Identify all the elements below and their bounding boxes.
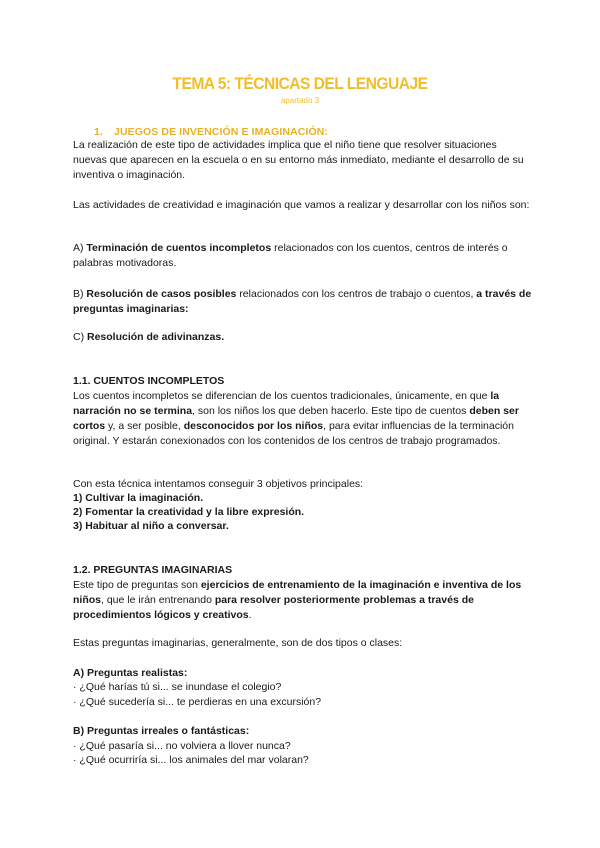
emphasis-run: deben ser cortos bbox=[73, 405, 519, 432]
question-item: · ¿Qué harías tú si... se inundase el colegio? bbox=[73, 681, 282, 693]
text-run: , que le irán entrenando bbox=[101, 594, 215, 606]
objectives-lead: Con esta técnica intentamos conseguir 3 objetivos principales: bbox=[73, 478, 364, 490]
question-item: · ¿Qué pasaría si... no volviera a llover nunca? bbox=[73, 740, 291, 752]
activity-b-title: Resolución de casos posibles bbox=[86, 288, 237, 300]
activity-c bbox=[73, 330, 533, 345]
activity-b-prefix: B) bbox=[73, 288, 87, 300]
text-run: Este tipo de preguntas son bbox=[73, 579, 201, 591]
realistic-questions-heading: A) Preguntas realistas: bbox=[73, 667, 188, 679]
emphasis-run: desconocidos por los niños bbox=[183, 420, 324, 432]
activity-b-text: relacionados con los centros de trabajo o cuentos, bbox=[236, 288, 477, 300]
emphasis-run: para resolver posteriormente problemas a través de procedimientos lógicos y creativos bbox=[73, 594, 474, 621]
section-1-number: 1. bbox=[94, 126, 103, 138]
section-1-2-heading: 1.2. PREGUNTAS IMAGINARIAS bbox=[73, 564, 233, 576]
activity-a-prefix: A) bbox=[73, 242, 87, 254]
section-1-heading bbox=[94, 125, 328, 139]
section-1-heading-text: JUEGOS DE INVENCIÓN E IMAGINACIÓN: bbox=[114, 126, 329, 138]
activity-b-emphasis: a través de preguntas imaginarias: bbox=[73, 288, 532, 315]
document-subtitle: apartado 3 bbox=[280, 96, 320, 105]
objective-item: 3) Habituar al niño a conversar. bbox=[73, 520, 229, 532]
activity-a bbox=[73, 241, 533, 271]
text-run: , son los niños los que deben hacerlo. Este tipo de cuentos bbox=[192, 405, 470, 417]
emphasis-run: ejercicios de entrenamiento de la imaginación e inventiva de los niños bbox=[73, 579, 522, 606]
text-run: Los cuentos incompletos se diferencian de los cuentos tradicionales, únicamente, en que bbox=[73, 390, 491, 402]
section-1-lead: Las actividades de creatividad e imaginación que vamos a realizar y desarrollar con los niños son: bbox=[73, 199, 530, 211]
activity-c-prefix: C) bbox=[73, 331, 87, 343]
question-item: · ¿Qué sucedería si... te perdieras en una excursión? bbox=[73, 696, 322, 708]
objective-item: 1) Cultivar la imaginación. bbox=[73, 492, 204, 504]
text-run: . bbox=[248, 609, 252, 621]
section-1-1-paragraph bbox=[73, 389, 533, 449]
activity-b bbox=[73, 287, 533, 317]
activity-c-title: Resolución de adivinanzas. bbox=[87, 331, 225, 343]
activity-a-text: relacionados con los cuentos, centros de interés o palabras motivadoras. bbox=[73, 242, 508, 269]
emphasis-run: la narración no se termina bbox=[73, 390, 500, 417]
question-item: · ¿Qué ocurriría si... los animales del mar volaran? bbox=[73, 754, 309, 766]
question-types-lead: Estas preguntas imaginarias, generalmente, son de dos tipos o clases: bbox=[73, 637, 403, 649]
document-title: TEMA 5: TÉCNICAS DEL LENGUAJE bbox=[172, 74, 428, 93]
text-run: , para evitar influencias de la terminación original. Y estarán conexionados con los contenidos de los centros de trabajo programados. bbox=[73, 420, 514, 447]
activity-a-title: Terminación de cuentos incompletos bbox=[86, 242, 272, 254]
section-1-1-heading: 1.1. CUENTOS INCOMPLETOS bbox=[73, 375, 225, 387]
section-1-intro: La realización de este tipo de actividades implica que el niño tiene que resolver situaciones nuevas que aparecen en la escuela o en su entorno más inmediato, mediante el desarrollo de su inventiva o imaginación. bbox=[73, 139, 524, 181]
fantastic-questions-heading: B) Preguntas irreales o fantásticas: bbox=[73, 725, 250, 737]
section-1-2-paragraph bbox=[73, 578, 533, 623]
text-run: y, a ser posible, bbox=[105, 420, 184, 432]
objective-item: 2) Fomentar la creatividad y la libre expresión. bbox=[73, 506, 305, 518]
